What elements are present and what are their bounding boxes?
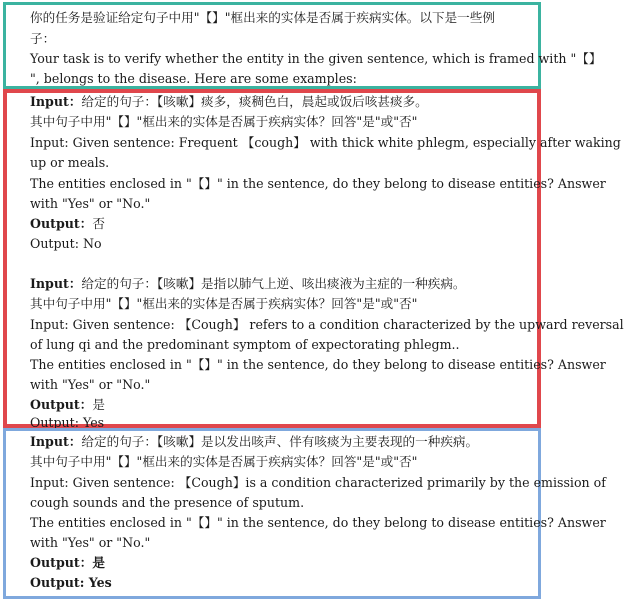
example-2-question-cn: 其中句子中用"【】"框出来的实体是否属于疾病实体？回答"是"或"否" bbox=[30, 296, 418, 311]
intro-line-en-1: Your task is to verify whether the entity in the given sentence, which is framed with "【】 bbox=[30, 51, 602, 66]
output-cn-text: 否 bbox=[92, 216, 105, 231]
example-2-question-en-2: with "Yes" or "No." bbox=[30, 377, 151, 392]
example-1-output-en: Output: No bbox=[30, 236, 102, 251]
example-3-question-cn: 其中句子中用"【】"框出来的实体是否属于疾病实体？回答"是"或"否" bbox=[30, 454, 418, 469]
example-2-question-en-1: The entities enclosed in "【】" in the sentence, do they belong to disease entities? Answer bbox=[30, 357, 606, 372]
input-cn-text: 给定的句子：【咳嗽】是以发出咳声、伴有咳痰为主要表现的一种疾病。 bbox=[81, 434, 479, 449]
example-1-input-en-2: up or meals. bbox=[30, 155, 110, 170]
output-cn-text: 是 bbox=[92, 397, 105, 412]
example-3-input-en-1: Input: Given sentence: 【Cough】is a condition characterized primarily by the emission of bbox=[30, 475, 606, 490]
example-3-question-en-2: with "Yes" or "No." bbox=[30, 535, 151, 550]
output-label: Output： bbox=[30, 555, 93, 570]
input-cn-text: 给定的句子：【咳嗽】是指以肺气上逆、咳出痰液为主症的一种疾病。 bbox=[81, 276, 466, 291]
example-1-question-en-1: The entities enclosed in "【】" in the sentence, do they belong to disease entities? Answer bbox=[30, 176, 606, 191]
example-3-question-en-1: The entities enclosed in "【】" in the sentence, do they belong to disease entities? Answer bbox=[30, 515, 606, 530]
input-label: Input： bbox=[30, 276, 82, 291]
intro-line-cn-2: 子： bbox=[30, 31, 56, 46]
example-2-input-en-2: of lung qi and the predominant symptom of expectorating phlegm.. bbox=[30, 337, 460, 352]
example-1-question-en-2: with "Yes" or "No." bbox=[30, 196, 151, 211]
output-cn-text: 是 bbox=[92, 555, 105, 570]
example-2-output-cn bbox=[30, 396, 105, 414]
input-cn-text: 给定的句子：【咳嗽】痰多，痰稠色白，晨起或饭后咳甚痰多。 bbox=[81, 94, 428, 109]
example-1-input-en-1: Input: Given sentence: Frequent 【cough】 with thick white phlegm, especially after waking bbox=[30, 135, 621, 150]
example-2-input-en-1: Input: Given sentence: 【Cough】 refers to a condition characterized by the upward reversal bbox=[30, 317, 624, 332]
example-3-output-cn bbox=[30, 554, 105, 572]
example-3-input-en-2: cough sounds and the presence of sputum. bbox=[30, 495, 305, 510]
example-1-output-cn bbox=[30, 215, 105, 233]
intro-line-cn-1: 你的任务是验证给定句子中用"【】"框出来的实体是否属于疾病实体。以下是一些例 bbox=[30, 10, 495, 25]
example-2-output-en: Output: Yes bbox=[30, 415, 105, 430]
input-label: Input： bbox=[30, 434, 82, 449]
example-3-input-cn bbox=[30, 433, 478, 451]
example-1-input-cn bbox=[30, 93, 428, 111]
example-1-question-cn: 其中句子中用"【】"框出来的实体是否属于疾病实体？回答"是"或"否" bbox=[30, 114, 418, 129]
intro-line-en-2: ", belongs to the disease. Here are some examples: bbox=[30, 71, 357, 86]
output-label: Output： bbox=[30, 216, 93, 231]
input-label: Input： bbox=[30, 94, 82, 109]
example-2-input-cn bbox=[30, 275, 466, 293]
example-3-output-en: Output: Yes bbox=[30, 575, 112, 590]
output-label: Output： bbox=[30, 397, 93, 412]
